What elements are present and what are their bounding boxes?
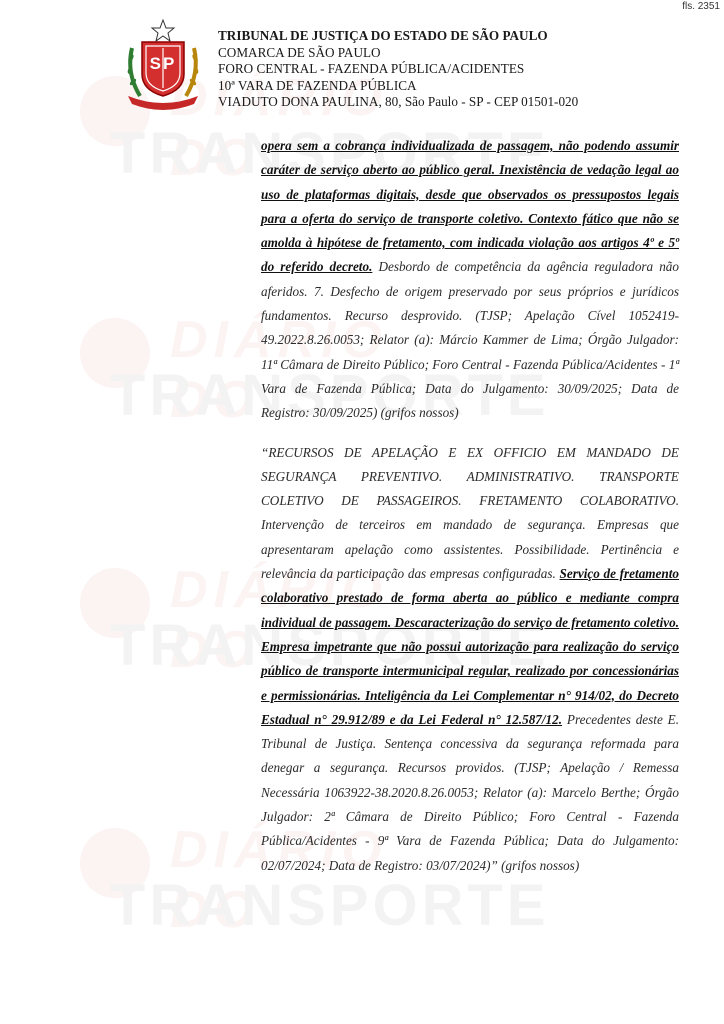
court-name: TRIBUNAL DE JUSTIÇA DO ESTADO DE SÃO PAULO xyxy=(218,28,548,43)
emphasized-passage: Serviço de fretamento colaborativo prestado de forma aberta ao público e mediante compra individual de passagem. Descaracterização do serviço de fretamento coletivo. Empresa impetrante que não possui autorização para realização do serviço público de transporte intermunicipal regular, realizado por concessionárias e permissionárias. Inteligência da Lei Complementar n° 914/02, do Decreto Estadual n° 29.912/89 e da Lei Federal n° 12.587/12. xyxy=(261,566,679,727)
quote-paragraph-2 xyxy=(261,441,679,878)
watermark-logo-icon xyxy=(80,318,150,388)
quote-paragraph-1 xyxy=(261,134,679,426)
vara: 10ª VARA DE FAZENDA PÚBLICA xyxy=(218,77,417,93)
watermark-logo-icon xyxy=(80,568,150,638)
plain-passage: Precedentes deste E. Tribunal de Justiça. Sentença concessiva da segurança reformada para denegar a segurança. Recursos providos. (TJSP; Apelação / Remessa Necessária 1063922-38.2020.8.26.0053; Relator (a): Marcelo Berthe; Órgão Julgador: 2ª Câmara de Direito Público; Foro Central - Fazenda Pública/Acidentes - 9ª Vara de Fazenda Pública; Data do Julgamento: 02/07/2024; Data de Registro: 03/07/2024)” (grifos nossos) xyxy=(261,711,679,873)
crest-text: SP xyxy=(149,54,177,73)
letterhead xyxy=(218,28,578,111)
document-body xyxy=(261,134,679,878)
address: VIADUTO DONA PAULINA, 80, São Paulo - SP - CEP 01501-020 xyxy=(218,94,579,110)
watermark-line2 xyxy=(110,872,550,939)
page-number: fls. 2351 xyxy=(682,1,720,12)
plain-passage: “RECURSOS DE APELAÇÃO E EX OFFICIO EM MANDADO DE SEGURANÇA PREVENTIVO. ADMINISTRATIVO. TRANSPORTE COLETIVO DE PASSAGEIROS. FRETAMENTO COLABORATIVO. Intervenção de terceiros em mandado de segurança. Empresas que apresentaram apelação como assistentes. Possibilidade. Pertinência e relevância da participação das empresas configuradas. xyxy=(261,444,679,582)
watermark-logo-icon xyxy=(80,828,150,898)
emphasized-passage: opera sem a cobrança individualizada de passagem, não podendo assumir caráter de serviço aberto ao público geral. Inexistência de vedação legal ao uso de plataformas digitais, desde que observados os pressupostos legais para a oferta do serviço de transporte coletivo. Contexto fático que não se amolda à hipótese de fretamento, com indicada violação aos artigos 4º e 5º do referido decreto. xyxy=(261,138,679,275)
foro: FORO CENTRAL - FAZENDA PÚBLICA/ACIDENTES xyxy=(218,61,525,77)
plain-passage: Desbordo de competência da agência reguladora não aferidos. 7. Desfecho de origem preservado por seus próprios e jurídicos fundamentos. Recurso desprovido. (TJSP; Apelação Cível 1052419-49.2022.8.26.0053; Relator (a): Márcio Kammer de Lima; Órgão Julgador: 11ª Câmara de Direito Público; Foro Central - Fazenda Pública/Acidentes - 1ª Vara de Fazenda Pública; Data do Julgamento: 30/09/2025; Data de Registro: 30/09/2025) (grifos nossos) xyxy=(261,259,679,421)
court-crest-icon xyxy=(122,18,204,110)
comarca: COMARCA DE SÃO PAULO xyxy=(218,44,381,60)
